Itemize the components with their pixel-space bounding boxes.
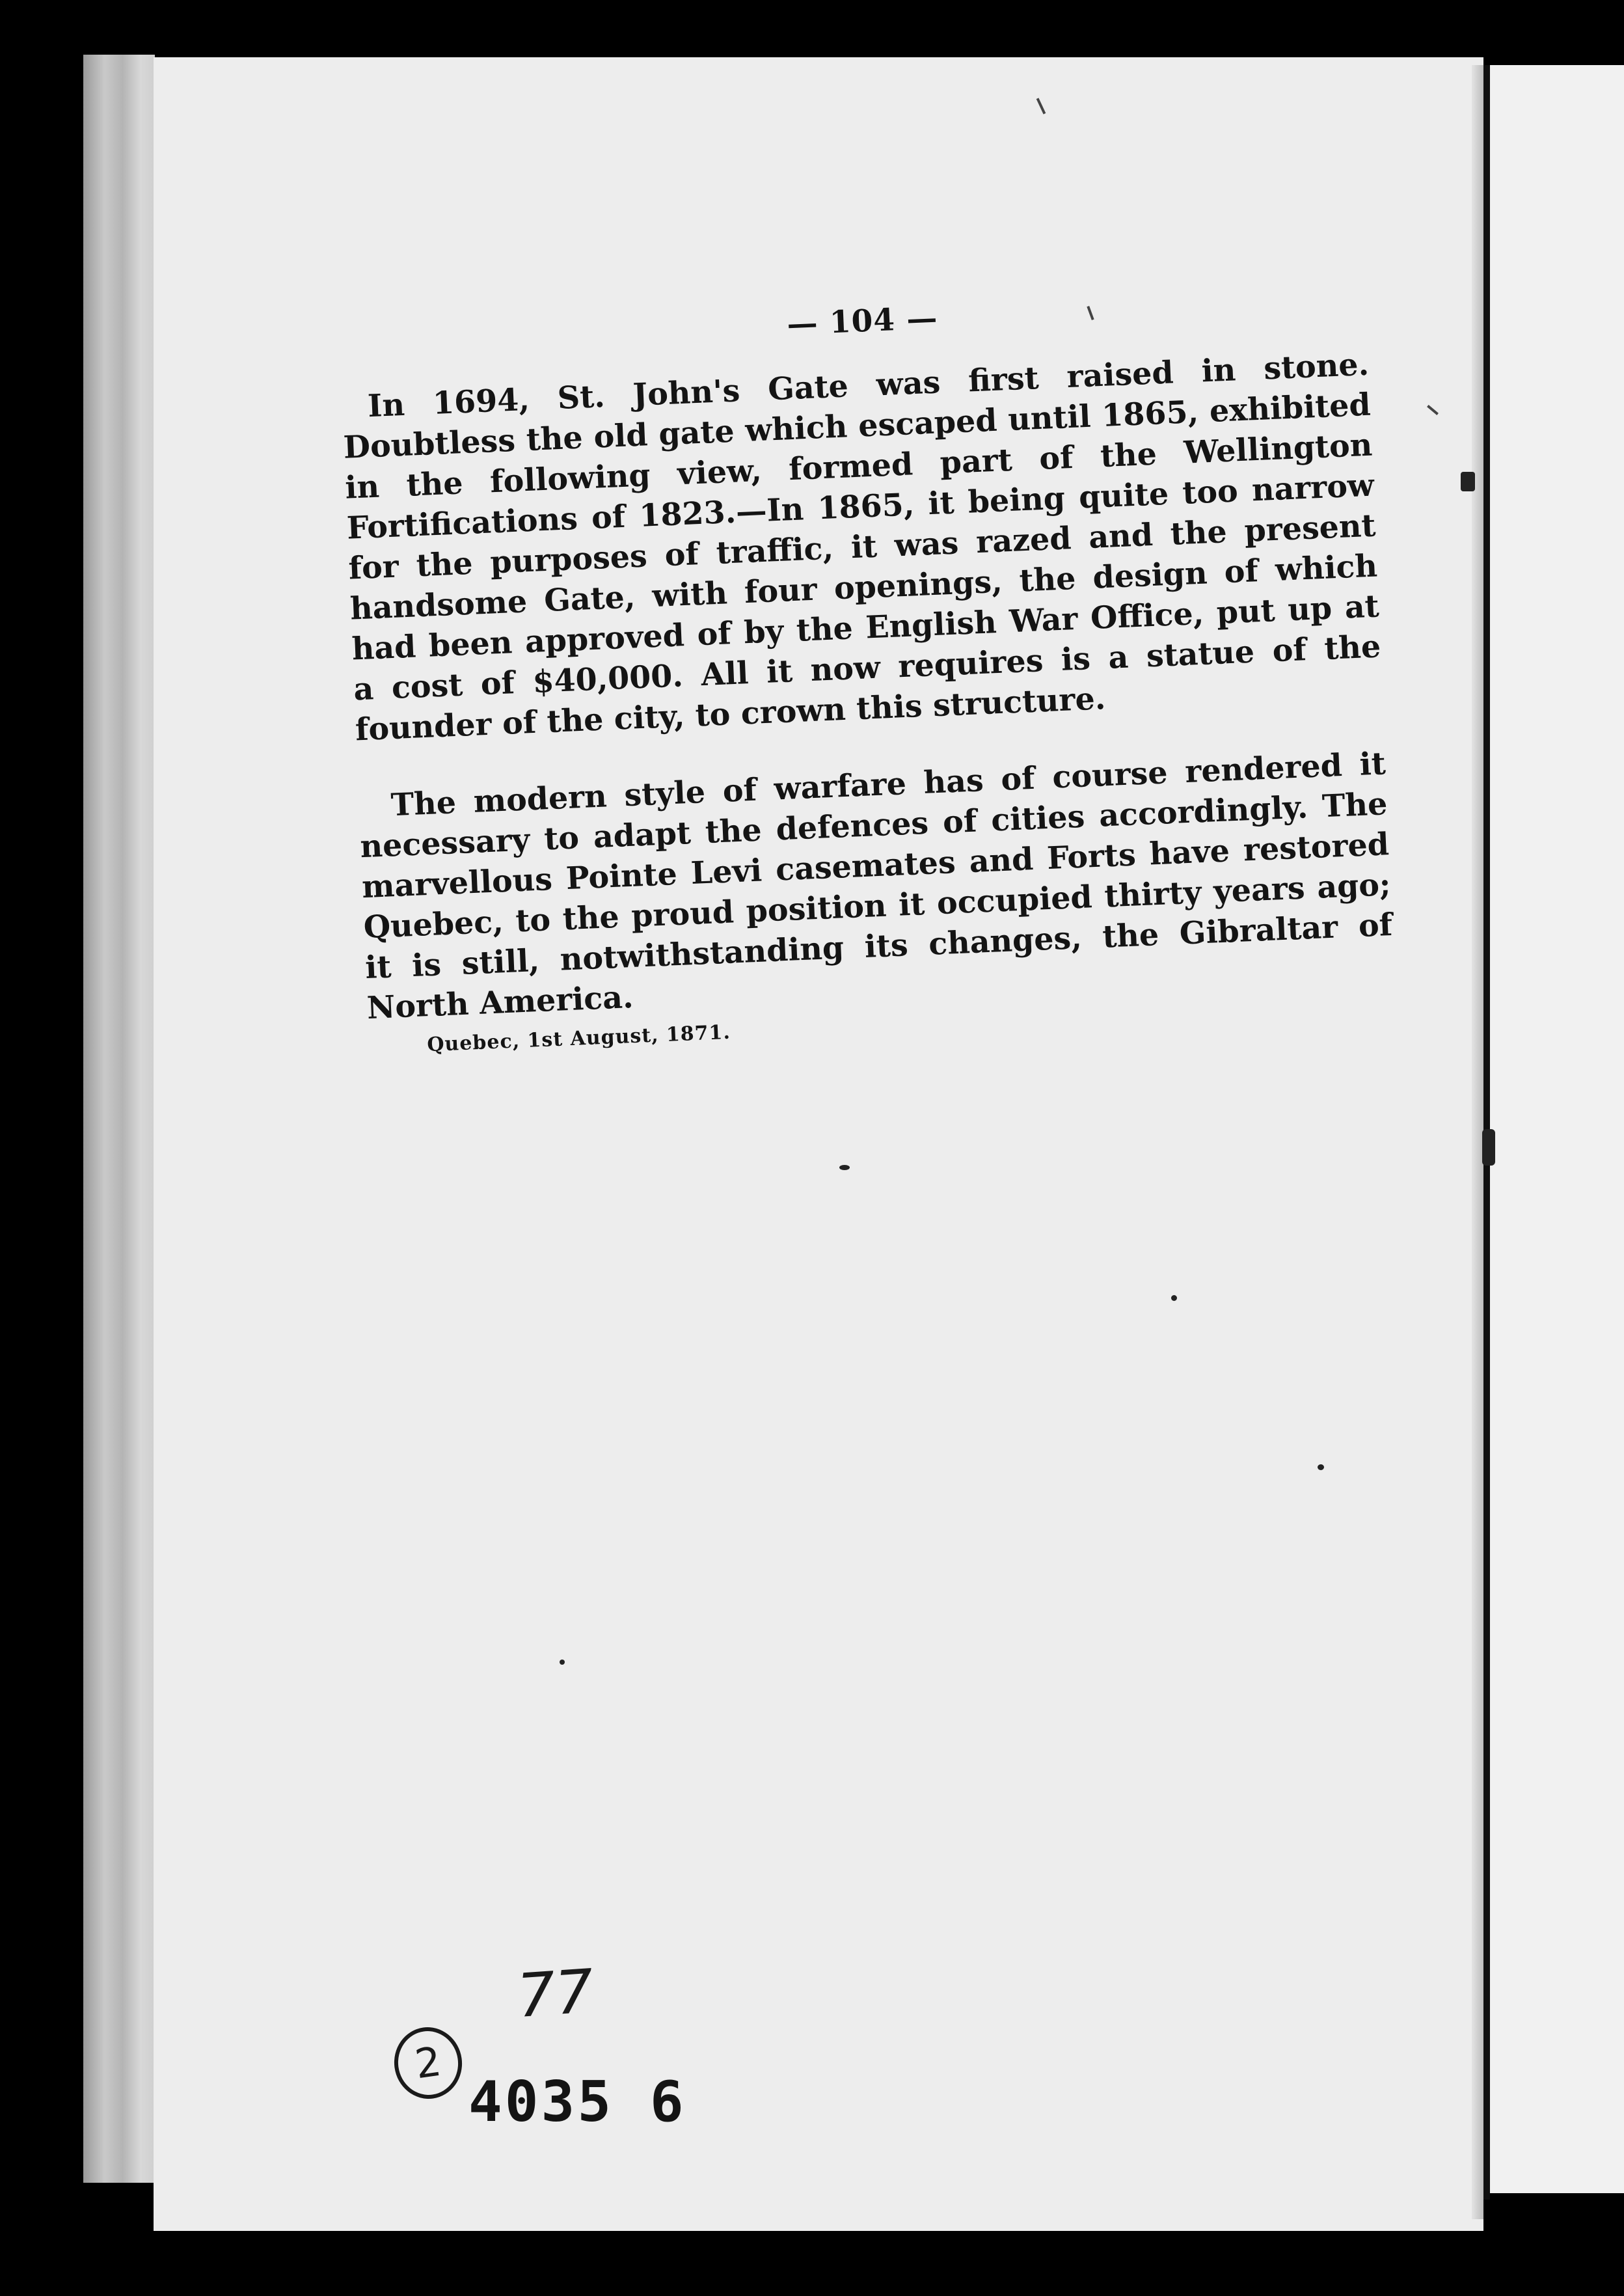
- handwritten-number: 77: [515, 1956, 596, 2031]
- circled-mark: 2: [390, 2023, 467, 2103]
- paper-speck: [1482, 1129, 1495, 1166]
- facing-page: [1490, 65, 1624, 2193]
- page-number: — 104 —: [786, 300, 939, 343]
- paper-speck: [1318, 1464, 1324, 1470]
- paragraph-modern-warfare: The modern style of warfare has of course rendered it necessary to adapt the defences of cities accordingly. The marvellous Pointe Levi casemates and Forts have restored Quebec, to the proud position it occupied thirty years ago; it is still, notwithstanding its changes, the Gibraltar of North America.: [359, 745, 1394, 1027]
- paper-speck: [1171, 1295, 1177, 1301]
- stamped-number: 4035 6: [468, 2070, 686, 2135]
- paragraph-st-johns-gate: In 1694, St. John's Gate was first raised in stone. Doubtless the old gate which escaped until 1865, exhibited in the following view, formed part of the Wellington Fortifications of 1823.—In 1865, it being quite too narrow for the purposes of traffic, it was razed and the present handsome Gate, with four openings, the design of which had been approved of by the English War Office, put up at a cost of $40,000. All it now requires is a statue of the founder of the city, to crown this structure.: [342, 346, 1382, 748]
- paper-speck: [1461, 472, 1475, 491]
- dateline: Quebec, 1st August, 1871.: [426, 1020, 731, 1057]
- paper-speck: [560, 1660, 565, 1665]
- paper-speck: [839, 1165, 850, 1170]
- text-block: [338, 282, 1396, 1059]
- page-edges: [83, 55, 155, 2183]
